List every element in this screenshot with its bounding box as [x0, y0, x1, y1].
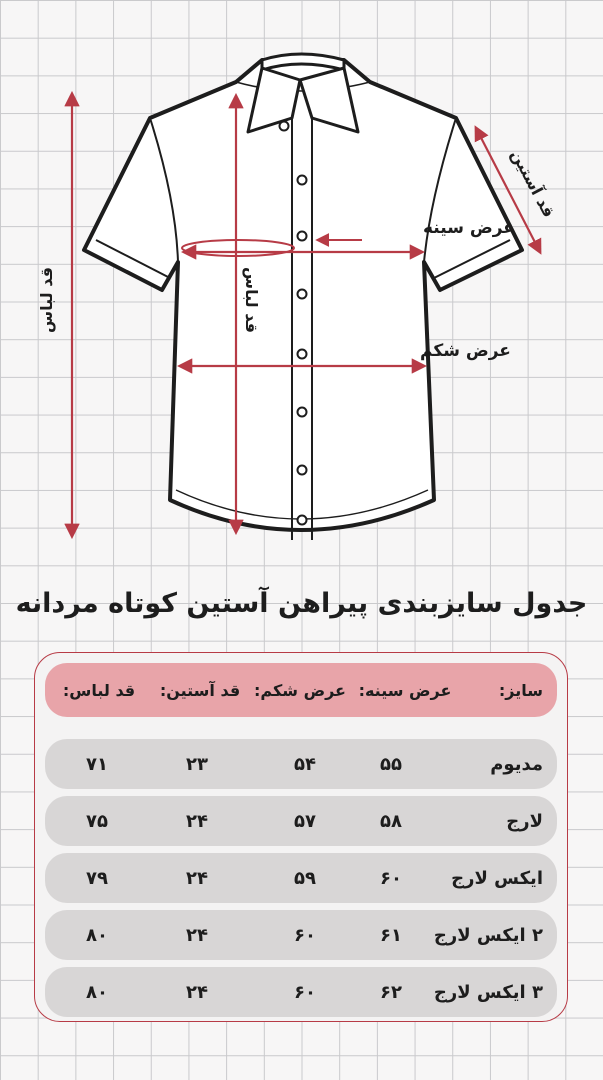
- waist-cell: ۶۰: [294, 924, 316, 946]
- sleeve-cell: ۲۴: [186, 867, 208, 889]
- waist-label: عرض شکم: [420, 341, 511, 361]
- length-cell: ۷۹: [86, 867, 108, 889]
- table-header: [45, 663, 557, 717]
- sleeve-cell: ۲۴: [186, 810, 208, 832]
- header-length: قد لباس:: [62, 680, 136, 700]
- shirt-length-label: قد لباس: [242, 267, 261, 333]
- sleeve-cell: ۲۳: [186, 753, 208, 775]
- table-row: [45, 739, 557, 789]
- size-cell: ایکس لارج: [451, 867, 543, 889]
- sleeve-cell: ۲۴: [186, 924, 208, 946]
- length-cell: ۸۰: [86, 924, 108, 946]
- chest-cell: ۵۵: [380, 753, 402, 775]
- waist-cell: ۵۹: [294, 867, 316, 889]
- waist-cell: ۶۰: [294, 981, 316, 1003]
- chest-cell: ۵۸: [380, 810, 402, 832]
- length-cell: ۷۵: [86, 810, 108, 832]
- size-table: [34, 652, 568, 1022]
- table-row: [45, 967, 557, 1017]
- length-cell: ۷۱: [86, 753, 108, 775]
- waist-cell: ۵۷: [294, 810, 316, 832]
- page-title: جدول سایزبندی پیراهن آستین کوتاه مردانه: [15, 588, 588, 619]
- table-row: [45, 796, 557, 846]
- chest-cell: ۶۲: [380, 981, 402, 1003]
- chest-cell: ۶۰: [380, 867, 402, 889]
- header-size: سایز:: [498, 680, 543, 700]
- sleeve-cell: ۲۴: [186, 981, 208, 1003]
- header-chest: عرض سینه:: [358, 680, 452, 700]
- size-cell: لارج: [506, 810, 543, 832]
- header-waist: عرض شکم:: [254, 680, 346, 700]
- table-row: [45, 910, 557, 960]
- table-row: [45, 853, 557, 903]
- outer-length-label: قد لباس: [37, 267, 56, 333]
- waist-cell: ۵۴: [294, 753, 316, 775]
- sleeve-label: قد آستین: [507, 146, 559, 221]
- size-cell: ۲ ایکس لارج: [433, 924, 543, 946]
- header-sleeve: قد آستین:: [159, 680, 241, 700]
- chest-cell: ۶۱: [380, 924, 402, 946]
- length-cell: ۸۰: [86, 981, 108, 1003]
- size-cell: ۳ ایکس لارج: [433, 981, 543, 1003]
- size-cell: مدیوم: [490, 753, 543, 775]
- chest-label: عرض سینه: [423, 218, 515, 238]
